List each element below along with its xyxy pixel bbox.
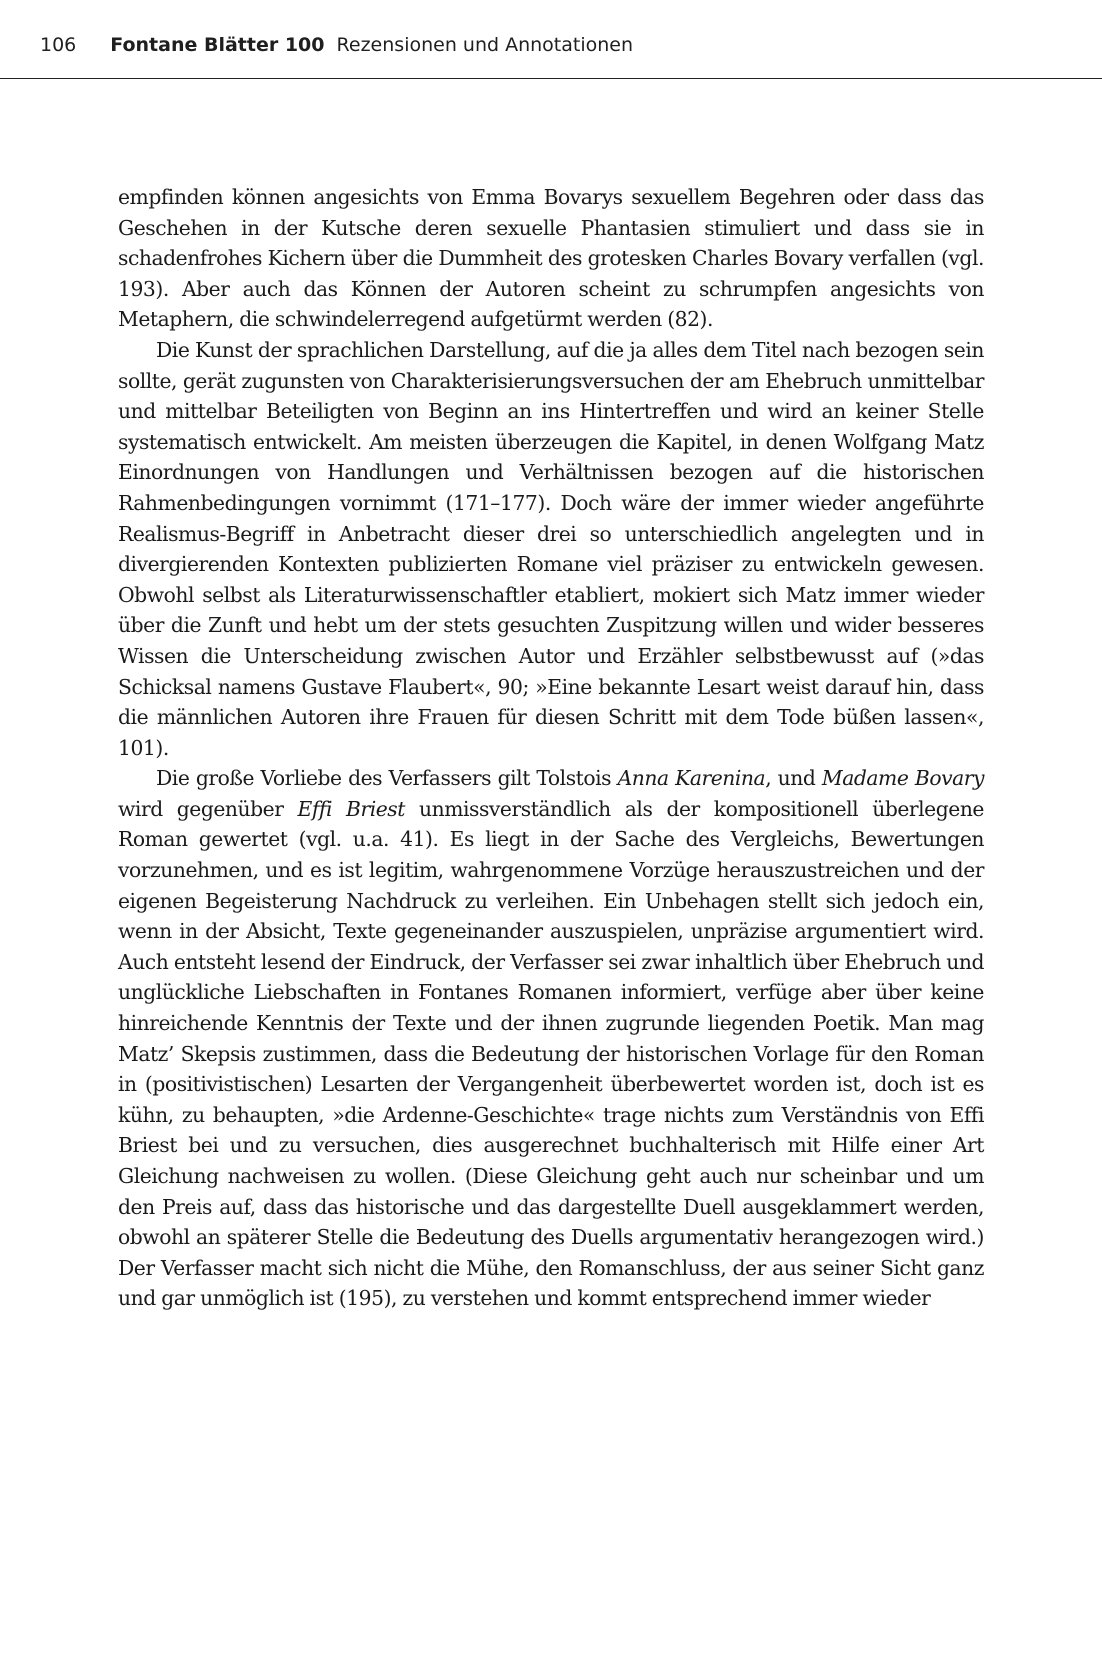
body-text [118,182,984,1314]
paragraph-3 [118,763,984,1314]
paragraph-3-text-b: , und [765,766,822,791]
paragraph-2: Die Kunst der sprachlichen Darstellung, auf die ja alles dem Titel nach bezogen sein sollte, gerät zugunsten von Charakterisierungsversuchen der am Ehebruch unmittelbar und mittelbar Beteiligten von Beginn an ins Hintertreffen und wird an keiner Stelle systematisch entwickelt. Am meisten überzeugen die Kapitel, in denen Wolfgang Matz Einordnungen von Handlungen und Verhältnissen bezogen auf die historischen Rahmenbedingungen vornimmt (171–177). Doch wäre der immer wieder angeführte Realismus-Begriff in Anbetracht dieser drei so unterschiedlich angelegten und in divergierenden Kontexten publizierten Romane viel präziser zu entwickeln gewesen. Obwohl selbst als Literaturwissenschaftler etabliert, mokiert sich Matz immer wieder über die Zunft und hebt um der stets gesuchten Zuspitzung willen und wider besseres Wissen die Unterscheidung zwischen Autor und Erzähler selbstbewusst auf (»das Schicksal namens Gustave Flaubert«, 90; »Eine bekannte Lesart weist darauf hin, dass die männlichen Autoren ihre Frauen für diesen Schritt mit dem Tode büßen lassen«, 101). [118,337,984,760]
paragraph-3-text-c: wird gegenüber [118,796,298,821]
journal-title: Fontane Blätter 100 [110,34,325,56]
book-title-effi-briest: Effi Briest [297,796,405,821]
paragraph-3-text-d: unmissverständlich als der kompositionell überlegene Roman gewertet (vgl. u.a. 41). Es liegt in der Sache des Vergleichs, Bewertungen vorzunehmen, und es ist legitim, wahrgenommene Vorzüge herauszustreichen und der eigenen Begeisterung Nachdruck zu verleihen. Ein Unbehagen stellt sich jedoch ein, wenn in der Absicht, Texte gegeneinander auszuspielen, unpräzise argumentiert wird. Auch entsteht lesend der Eindruck, der Verfasser sei zwar inhaltlich über Ehebruch und unglückliche Liebschaften in Fontanes Romanen informiert, verfüge aber über keine hinreichende Kenntnis der Texte und der ihnen zugrunde liegenden Poetik. Man mag Matz’ Skepsis zustimmen, dass die Bedeutung der historischen Vorlage für den Roman in (positivistischen) Lesarten der Vergangenheit überbewertet worden ist, doch ist es kühn, zu behaupten, »die Ardenne-Geschichte« trage nichts zum Verständnis von Effi Briest bei und zu versuchen, dies ausgerechnet buchhalterisch mit Hilfe einer Art Gleichung nachweisen zu wollen. (Diese Gleichung geht auch nur scheinbar und um den Preis auf, dass das historische und das dargestellte Duell ausgeklammert werden, obwohl an späterer Stelle die Bedeutung des Duells argumentativ herangezogen wird.) Der Verfasser macht sich nicht die Mühe, den Romanschluss, der aus seiner Sicht ganz und gar unmöglich ist (195), zu verstehen und kommt entsprechend immer wieder [118,796,984,1311]
section-title: Rezensionen und Annotationen [336,34,634,56]
header-rule [0,78,1102,79]
book-title-anna-karenina: Anna Karenina [617,766,766,791]
running-head [40,34,1102,64]
paragraph-3-text-a: Die große Vorliebe des Verfassers gilt Tolstois [156,766,618,791]
paragraph-1: empfinden können angesichts von Emma Bovarys sexuellem Begehren oder dass das Geschehen in der Kutsche deren sexuelle Phantasien stimuliert und dass sie in schadenfrohes Kichern über die Dummheit des grotesken Charles Bovary verfallen (vgl. 193). Aber auch das Können der Autoren scheint zu schrumpfen angesichts von Metaphern, die schwindelerregend aufgetürmt werden (82). [118,185,984,332]
book-title-madame-bovary: Madame Bovary [821,766,984,791]
page-number: 106 [40,34,77,56]
